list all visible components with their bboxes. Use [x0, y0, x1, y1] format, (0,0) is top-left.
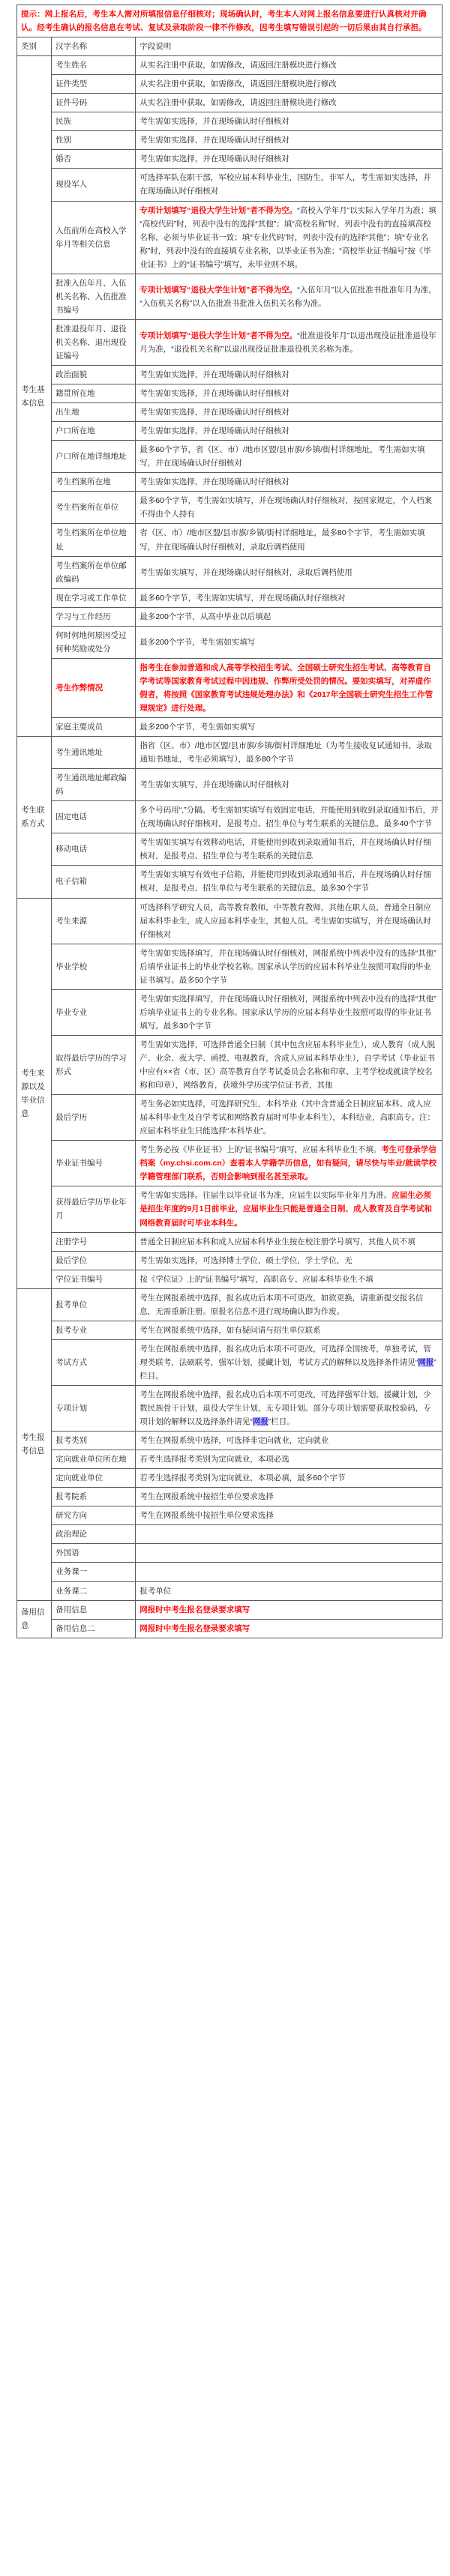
field-name-cell: 注册学号	[52, 1232, 136, 1251]
field-name-cell: 考生来源	[52, 898, 136, 944]
table-row	[17, 1035, 442, 1094]
field-name-cell: 最后学历	[52, 1095, 136, 1141]
table-row	[17, 1339, 442, 1385]
field-name-cell: 证件类型	[52, 75, 136, 94]
table-row	[17, 588, 442, 607]
header-name: 汉字名称	[52, 37, 136, 56]
field-name-cell: 学习与工作经历	[52, 607, 136, 626]
table-row	[17, 1450, 442, 1469]
field-name-cell: 批准退役年月、退役机关名称、退出现役证编号	[52, 319, 136, 365]
field-description-cell: 多个号码用“,”分隔。考生需如实填写有效固定电话，并能使用到收到录取通知书后，并在现场确认时仔细核对，是报考点、招生单位与考生联系的关键信息，最多40个字节	[136, 801, 442, 833]
field-description-cell: 从实名注册中获取，如需修改，请返回注册模块进行修改	[136, 94, 442, 112]
description-text: 考生需如实选择。往届生以毕业证书为准，应届生以实际毕业年月为准。	[140, 1191, 392, 1201]
field-name-cell: 考生档案所在单位	[52, 492, 136, 524]
field-description-cell: 从实名注册中获取，如需修改，请返回注册模块进行修改	[136, 75, 442, 94]
table-row	[17, 1600, 442, 1619]
description-text: ”栏目。	[268, 1417, 295, 1427]
table-row	[17, 1581, 442, 1600]
description-emphasis: 专项计划填写“退役大学生计划”者不得为空。	[140, 285, 298, 295]
field-name-cell: 定向就业单位所在地	[52, 1450, 136, 1469]
table-row	[17, 403, 442, 422]
table-row	[17, 274, 442, 319]
field-description-cell	[136, 201, 442, 274]
description-text: “高校入学年月”以实际入学年月为准；填“高校代码”时，列表中没有的选择“其他”；填“高校名称”时，列表中没有的直接填高校名称，必须与毕业证书一致；填“专业代码”时，列表中没有的选择“其他”；填“专业名称”时，列表中没有的直接填专业名称，以毕业证书为准；“高校毕业证书编号”按《毕业证书》上的“证书编号”填写，未毕业则不填。	[140, 205, 436, 269]
field-name-cell: 毕业学校	[52, 944, 136, 989]
field-name-cell: 考生档案所在单位地址	[52, 524, 136, 556]
description-emphasis: 应届生必须是招生年度的9月1日前毕业，应届毕业生只能是普通全日制、成人教育及自学考试和网络教育届时可毕业本科生。	[140, 1191, 432, 1228]
table-row	[17, 1619, 442, 1638]
description-text: “入伍年月”以入伍批准书批准年月为准，“入伍机关名称”以入伍批准书批准入伍机关名称为准。	[140, 285, 436, 308]
field-description-cell: 最多200个字节，从高中毕业以后填起	[136, 607, 442, 626]
table-row	[17, 524, 442, 556]
field-description-cell: 考生在网报系统中选择，如有疑问请与招生单位联系	[136, 1321, 442, 1339]
field-description-cell: 考生需如实填写，并在现场确认时仔细核对，录取后调档使用	[136, 556, 442, 588]
field-description-cell: 考生在网报系统中选择，报名成功后本项不可更改，如欲更换，请重新提交报名信息，无需重新注册。原报名信息不进行现场确认即为作废。	[136, 1288, 442, 1321]
table-row	[17, 1095, 442, 1141]
table-row	[17, 718, 442, 737]
field-name-cell: 出生地	[52, 403, 136, 422]
field-name-cell: 报考专业	[52, 1321, 136, 1339]
field-name-cell: 考生档案所在地	[52, 473, 136, 492]
field-description-cell: 最多60个字节，考生需如实填写，并在现场确认时仔细核对，按国家规定，个人档案不得由个人持有	[136, 492, 442, 524]
table-row	[17, 769, 442, 801]
field-name-cell: 专项计划	[52, 1385, 136, 1431]
field-description-cell: 指考生在参加普通和成人高等学校招生考试、全国硕士研究生招生考试、高等教育自学考试等国家教育考试过程中因违规、作弊所受处罚的情况。要如实填写，对弄虚作假者，将按照《国家教育考试违规处理办法》和《2017年全国硕士研究生招生工作管理规定》进行处理。	[136, 658, 442, 717]
description-emphasis: 考生可登录学信档案（my.chsi.com.cn）查看本人学籍学历信息，如有疑问，请尽快与毕业/就读学校学籍管理部门联系，否则会影响到报名甚至录取。	[140, 1145, 437, 1182]
field-description-cell	[136, 1544, 442, 1563]
field-name-cell: 学位证书编号	[52, 1270, 136, 1288]
table-row	[17, 201, 442, 274]
table-row	[17, 801, 442, 833]
wangbao-link[interactable]: 网报	[252, 1417, 268, 1427]
field-description-cell: 可选择科学研究人员，高等教育教师，中等教育教师，其他在职人员，普通全日制应届本科毕业生，成人应届本科毕业生，其他人员。考生需如实填写，并在现场确认时仔细核对	[136, 898, 442, 944]
field-description-cell	[136, 1385, 442, 1431]
field-name-cell: 证件号码	[52, 94, 136, 112]
table-row	[17, 1141, 442, 1186]
field-name-cell: 备用信息	[52, 1600, 136, 1619]
table-row	[17, 112, 442, 131]
field-name-cell: 民族	[52, 112, 136, 131]
table-row	[17, 492, 442, 524]
table-row	[17, 56, 442, 75]
description-emphasis: 专项计划填写“退役大学生计划”者不得为空。	[140, 331, 298, 340]
field-description-cell: 考生在网报系统中选择，可选择非定向就业，定向就业	[136, 1432, 442, 1450]
field-description-cell: 考生需如实选择，可选择普通全日制（其中包含应届本科毕业生），成人教育（成人脱产、业余、夜大学、函授、电视教育，含成人应届本科毕业生），自学考试（毕业证书中应有××省（市、区）高等教育自学考试委员会名称和印章、主考学校或就读学校名称和印章），网络教育，获境外学历或学位证书者，其他	[136, 1035, 442, 1094]
table-row	[17, 1432, 442, 1450]
header-description: 字段说明	[136, 37, 442, 56]
header-category: 类别	[17, 37, 52, 56]
table-row	[17, 169, 442, 201]
field-description-cell: 考生务必如实选择，可选择研究生，本科毕业（其中含普通全日制应届本科、成人应届本科毕业生及自学考试和网络教育届时可毕业本科生），本科结业，高职高专。注：应届本科毕业生只能选择“本科毕业”。	[136, 1095, 442, 1141]
table-row	[17, 1544, 442, 1563]
table-row	[17, 1525, 442, 1544]
field-name-cell: 何时何地何原因受过何种奖励或处分	[52, 626, 136, 658]
field-name-cell: 报考单位	[52, 1288, 136, 1321]
registration-field-table	[16, 4, 442, 1638]
field-name-cell: 考试方式	[52, 1339, 136, 1385]
table-row	[17, 150, 442, 169]
table-row	[17, 1288, 442, 1321]
field-name-cell: 毕业证书编号	[52, 1141, 136, 1186]
category-cell: 考生联系方式	[17, 737, 52, 898]
field-description-cell: 按《学位证》上的“证书编号”填写，高职高专、应届本科毕业生不填	[136, 1270, 442, 1288]
table-row	[17, 1385, 442, 1431]
description-text: ”栏目。	[140, 1357, 436, 1381]
field-name-cell: 电子信箱	[52, 866, 136, 898]
table-row	[17, 944, 442, 989]
table-row	[17, 75, 442, 94]
field-description-cell: 考生需如实选择，并在现场确认时仔细核对	[136, 384, 442, 403]
table-row	[17, 422, 442, 441]
description-text: 考生务必按《毕业证书》上的“证书编号”填写，应届本科毕业生不填。	[140, 1145, 382, 1155]
field-name-cell: 取得最后学历的学习形式	[52, 1035, 136, 1094]
table-body	[17, 5, 442, 1638]
field-description-cell	[136, 319, 442, 365]
field-description-cell: 考生在网报系统中按招生单位要求选择	[136, 1488, 442, 1506]
field-description-cell: 考生需如实选择，并在现场确认时仔细核对	[136, 131, 442, 150]
table-row	[17, 366, 442, 384]
table-row	[17, 1232, 442, 1251]
field-name-cell: 籍贯所在地	[52, 384, 136, 403]
field-description-cell: 报考单位	[136, 1581, 442, 1600]
description-text: 考生在网报系统中选择，报名成功后本项不可更改，可选择全国统考，单独考试，管理类联考，法硕联考，强军计划，援藏计划，考试方式的解释以及选择条件请见“	[140, 1344, 431, 1367]
table-row	[17, 319, 442, 365]
field-name-cell: 考生通讯地址	[52, 737, 136, 769]
table-row	[17, 1270, 442, 1288]
table-row	[17, 1506, 442, 1525]
field-description-cell	[136, 1186, 442, 1232]
field-name-cell: 入伍前所在高校入学年月等相关信息	[52, 201, 136, 274]
field-name-cell: 现役军人	[52, 169, 136, 201]
field-description-cell: 考生需如实选择，并在现场确认时仔细核对	[136, 403, 442, 422]
field-name-cell: 户口所在地	[52, 422, 136, 441]
table-row	[17, 556, 442, 588]
field-description-cell	[136, 1339, 442, 1385]
table-row	[17, 473, 442, 492]
table-row	[17, 833, 442, 866]
field-description-cell: 考生需如实选择，并在现场确认时仔细核对	[136, 112, 442, 131]
table-row	[17, 131, 442, 150]
category-cell: 考生报考信息	[17, 1288, 52, 1600]
field-description-cell: 考生需如实选择填写，并在现场确认时仔细核对，网报系统中列表中没有的选择“其他”后填毕业证书上的毕业学校名称。国家承认学历的应届本科毕业生按照可取得的毕业证书填写。最多50个字节	[136, 944, 442, 989]
field-name-cell: 报考院系	[52, 1488, 136, 1506]
field-name-cell: 研究方向	[52, 1506, 136, 1525]
table-row	[17, 1488, 442, 1506]
field-name-cell: 报考类别	[52, 1432, 136, 1450]
description-text: “批准退役年月”以退出现役证批准退役年月为准，“退役机关名称”以退出现役证批准退役机关名称为准。	[140, 331, 436, 354]
field-name-cell: 现在学习或工作单位	[52, 588, 136, 607]
field-description-cell: 可选择军队在职干部，军校应届本科毕业生，国防生，非军人，考生需如实选择，并在现场确认时仔细核对	[136, 169, 442, 201]
category-cell: 考生基本信息	[17, 56, 52, 737]
field-name-cell: 政治面貌	[52, 366, 136, 384]
field-description-cell	[136, 1141, 442, 1186]
field-name-cell: 考生通讯地址邮政编码	[52, 769, 136, 801]
table-row	[17, 94, 442, 112]
field-name-cell: 固定电话	[52, 801, 136, 833]
field-name-cell: 业务课一	[52, 1563, 136, 1581]
field-name-cell: 考生档案所在单位邮政编码	[52, 556, 136, 588]
field-name-cell: 移动电话	[52, 833, 136, 866]
field-description-cell: 考生需如实填写有效电子信箱，并能使用到收到录取通知书后，并在现场确认时仔细核对，是报考点、招生单位与考生联系的关键信息，最多30个字节	[136, 866, 442, 898]
field-description-cell: 网报时中考生报名登录要求填写	[136, 1619, 442, 1638]
field-description-cell: 指省（区、市）/地市区盟/县市旗/乡镇/街村详细地址（为考生接收复试通知书、录取通知书地址，考生必须填写），最多80个字节	[136, 737, 442, 769]
field-description-cell: 考生需如实填写有效移动电话，并能使用到收到录取通知书后，并在现场确认时仔细核对，是报考点、招生单位与考生联系的关键信息	[136, 833, 442, 866]
table-row	[17, 1321, 442, 1339]
field-name-cell: 业务课二	[52, 1581, 136, 1600]
table-row	[17, 989, 442, 1035]
field-description-cell: 考生需如实选择，可选择博士学位，硕士学位，学士学位，无	[136, 1251, 442, 1270]
field-description-cell: 最多60个字节，省（区、市）/地市区盟/县市旗/乡镇/街村详细地址，考生需如实填写，并在现场确认时仔细核对	[136, 441, 442, 473]
field-name-cell: 政治理论	[52, 1525, 136, 1544]
field-name-cell: 户口所在地详细地址	[52, 441, 136, 473]
field-name-cell: 获得最后学历毕业年月	[52, 1186, 136, 1232]
table-row	[17, 1186, 442, 1232]
field-description-cell: 最多200个字节，考生需如实填写	[136, 718, 442, 737]
field-name-cell: 考生作弊情况	[52, 658, 136, 717]
table-row	[17, 658, 442, 717]
field-description-cell: 考生需如实选择，并在现场确认时仔细核对	[136, 473, 442, 492]
field-description-cell	[136, 274, 442, 319]
field-name-cell: 外国语	[52, 1544, 136, 1563]
table-row	[17, 384, 442, 403]
description-emphasis: 专项计划填写“退役大学生计划”者不得为空。	[140, 205, 298, 215]
category-cell: 考生来源以及毕业信息	[17, 898, 52, 1288]
field-description-cell: 若考生选择报考类别为定向就业，本项必选	[136, 1450, 442, 1469]
field-description-cell: 考生在网报系统中按招生单位要求选择	[136, 1506, 442, 1525]
field-description-cell: 网报时中考生报名登录要求填写	[136, 1600, 442, 1619]
category-cell: 备用信息	[17, 1600, 52, 1638]
notice-row	[17, 5, 442, 37]
table-row	[17, 1469, 442, 1488]
table-row	[17, 898, 442, 944]
notice-text: 提示：网上报名后，考生本人需对所填报信息仔细核对；现场确认时，考生本人对网上报名信息要进行认真核对并确认。经考生确认的报名信息在考试、复试及录取阶段一律不作修改，因考生填写错误引起的一切后果由其自行承担。	[17, 5, 442, 37]
field-description-cell: 考生需如实选择，并在现场确认时仔细核对	[136, 150, 442, 169]
description-text: 考生在网报系统中选择，报名成功后本项不可更改，可选择强军计划，援藏计划，少数民族骨干计划，退役大学生计划，无专项计划。部分专项计划需要获取校验码，专项计划的解释以及选择条件请见“	[140, 1390, 431, 1427]
field-name-cell: 考生姓名	[52, 56, 136, 75]
field-description-cell: 最多60个字节，考生需如实填写，并在现场确认时仔细核对	[136, 588, 442, 607]
field-description-cell: 考生需如实选择，并在现场确认时仔细核对	[136, 366, 442, 384]
field-description-cell: 若考生选择报考类别为定向就业，本项必填，最多60个字节	[136, 1469, 442, 1488]
field-name-cell: 家庭主要成员	[52, 718, 136, 737]
table-row	[17, 1251, 442, 1270]
field-description-cell: 普通全日制应届本科和成人应届本科毕业生按在校注册学号填写，其他人员不填	[136, 1232, 442, 1251]
field-name-cell: 婚否	[52, 150, 136, 169]
field-description-cell: 考生需如实选择，并在现场确认时仔细核对	[136, 422, 442, 441]
table-row	[17, 607, 442, 626]
table-row	[17, 737, 442, 769]
wangbao-link[interactable]: 网报	[418, 1357, 434, 1367]
field-description-cell: 最多200个字节，考生需如实填写	[136, 626, 442, 658]
field-description-cell: 考生需如实选择填写，并在现场确认时仔细核对，网报系统中列表中没有的选择“其他”后填毕业证书上的专业名称。国家承认学历的应届本科毕业生按照可取得的毕业证书填写。最多30个字节	[136, 989, 442, 1035]
field-description-cell: 从实名注册中获取，如需修改，请返回注册模块进行修改	[136, 56, 442, 75]
field-name-cell: 批准入伍年月、入伍机关名称、入伍批准书编号	[52, 274, 136, 319]
field-name-cell: 最后学位	[52, 1251, 136, 1270]
field-name-cell: 备用信息二	[52, 1619, 136, 1638]
table-header-row	[17, 37, 442, 56]
table-row	[17, 441, 442, 473]
table-row	[17, 626, 442, 658]
field-name-cell: 毕业专业	[52, 989, 136, 1035]
field-name-cell: 性别	[52, 131, 136, 150]
field-description-cell	[136, 1563, 442, 1581]
table-row	[17, 1563, 442, 1581]
field-description-cell	[136, 1525, 442, 1544]
field-description-cell: 考生需如实填写，并在现场确认时仔细核对	[136, 769, 442, 801]
field-name-cell: 定向就业单位	[52, 1469, 136, 1488]
table-row	[17, 866, 442, 898]
field-description-cell: 省（区、市）/地市区盟/县市旗/乡镇/街村详细地址，最多80个字节，考生需如实填写，并在现场确认时仔细核对，录取后调档使用	[136, 524, 442, 556]
